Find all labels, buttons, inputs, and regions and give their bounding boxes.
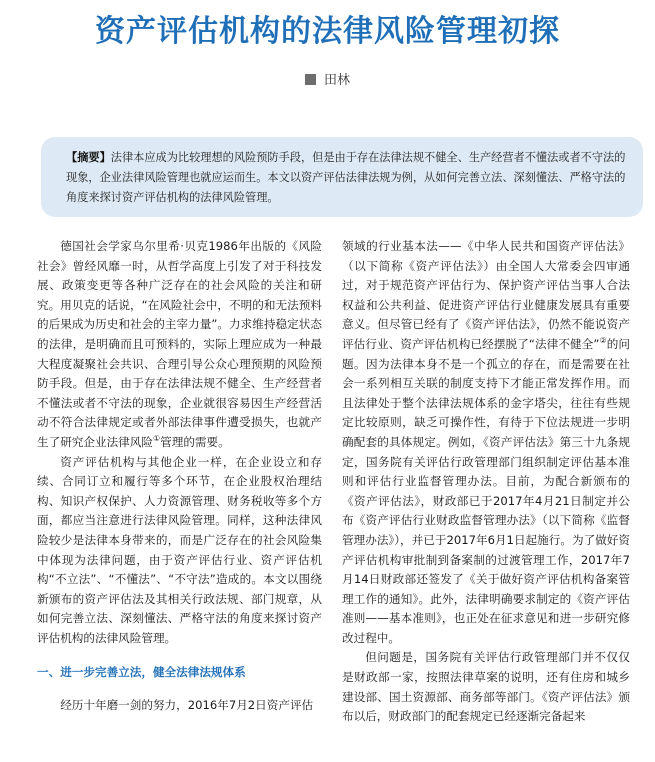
abstract-label: 【摘要】 — [66, 151, 111, 164]
paragraph — [342, 237, 630, 648]
paragraph — [37, 237, 322, 453]
abstract-box — [41, 137, 643, 217]
paragraph: 但问题是，国务院有关评估行政管理部门并不仅仅是财政部一家，按照法律草案的说明，还有住房和城乡建设部、国土资源部、商务部等部门。《资产评估法》颁布以后，财政部门的配套规定已经逐渐完备起来 — [342, 650, 630, 724]
paragraph-text: 管理的需要。 — [160, 434, 230, 449]
paragraph-text: 德国社会学家乌尔里希·贝克1986年出版的《风险社会》曾经风靡一时，从哲学高度上引发了对于科技发展、政策变更等各种广泛存在的社会风险的关注和研究。用贝克的话说，“在风险社会中，不明的和无法预料的后果成为历史和社会的主宰力量”。力求维持稳定状态的法律，是明确而且可预料的，实际上理应成为一种最大程度凝聚社会共识、合理引导公众心理预期的风险预防手段。但是，由于存在法律法规不健全、生产经营者不懂法或者不守法的现象，企业就很容易因生产经营活动不符合法律规定或者外部法律事件遭受损失，也就产生了研究企业法律风险 — [37, 239, 322, 449]
left-column — [37, 237, 322, 757]
right-column — [342, 237, 630, 757]
author-name: 田林 — [323, 73, 350, 88]
section-heading: 一、进一步完善立法，健全法律法规体系 — [37, 665, 246, 680]
square-bullet-icon — [305, 74, 316, 85]
abstract-text: 法律本应成为比较理想的风险预防手段，但是由于存在法律法规不健全、生产经营者不懂法或者不守法的现象，企业法律风险管理也就应运而生。本文以资产评估法律法规为例，从如何完善立法、深刻懂法、严格守法的角度来探讨资产评估机构的法律风险管理。 — [66, 151, 626, 204]
paragraph-text: 领域的行业基本法——《中华人民共和国资产评估法》（以下简称《资产评估法》）由全国人大常委会四审通过，对于规范资产评估行为、保护资产评估当事人合法权益和公共利益、促进资产评估行业健康发展具有重要意义。但尽管已经有了《资产评估法》，仍然不能说资产评估行业、资产评估机构已经摆脱了“法律不健全” — [342, 239, 630, 351]
paragraph: 经历十年磨一剑的努力，2016年7月2日资产评估 — [60, 698, 314, 713]
footnote-marker: ② — [599, 336, 607, 346]
footnote-marker: ① — [152, 434, 161, 444]
article-title: 资产评估机构的法律风险管理初探 — [95, 14, 560, 49]
author-line — [0, 72, 655, 90]
paragraph-text: 的问题。因为法律本身不是一个孤立的存在，而是需要在社会一系列相互关联的制度支持下才能正常发挥作用。而且法律处于整个法律法规体系的金字塔尖，往往有些规定比较原则，缺乏可操作性，有待于下位法规进一步明确配套的具体规定。例如，《资产评估法》第三十九条规定，国务院有关评估行政管理部门组织制定评估基本准则和评估行业监督管理办法。目前，为配合新颁布的《资产评估法》，财政部已于2017年4月21日制定并公布《资产评估行业财政监督管理办法》（以下简称《监督管理办法》），并已于2017年6月1日起施行。为了做好资产评估机构审批制到备案制的过渡管理工作，2017年7月14日财政部还签发了《关于做好资产评估机构备案管理工作的通知》。此外，法律明确要求制定的《资产评估准则——基本准则》，也正处在征求意见和进一步研究修改过程中。 — [342, 336, 630, 645]
paragraph: 资产评估机构与其他企业一样，在企业设立和存续、合同订立和履行等多个环节，在企业股权治理结构、知识产权保护、人力资源管理、财务税收等多个方面，都应当注意进行法律风险管理。同样，这种法律风险较少是法律本身带来的，而是广泛存在的社会风险集中体现为法律问题，由于资产评估行业、资产评估机构“不立法”、“不懂法”、“不守法”造成的。本文以围绕新颁布的资产评估法及其相关行政法规、部门规章，从如何完善立法、深刻懂法、严格守法的角度来探讨资产评估机构的法律风险管理。 — [37, 454, 322, 645]
